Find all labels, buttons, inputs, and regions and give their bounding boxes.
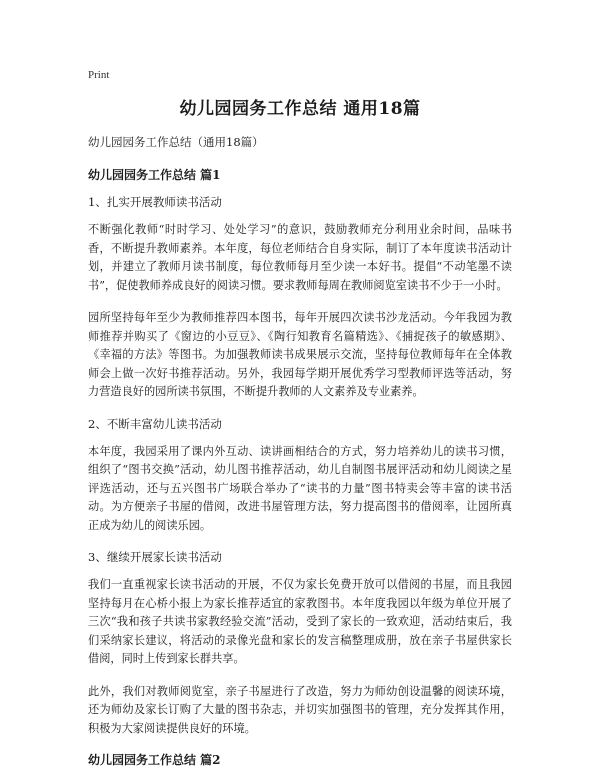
section-heading: 幼儿园园务工作总结 篇1 (88, 168, 221, 182)
item-3 (88, 549, 512, 738)
print-link[interactable]: Print (88, 69, 110, 81)
item-heading: 2、不断丰富幼儿读书活动 (88, 416, 222, 431)
paragraph: 不断强化教师“时时学习、处处学习”的意识，鼓励教师充分利用业余时间，品味书香，不断提升教师素养。本年度，每位老师结合自身实际，制订了本年度读书活动计划，并建立了教师月读书制度，每位教师每月至少读一本好书。提倡“不动笔墨不读书”，促使教师养成良好的阅读习惯。要求教师每周在教师阅览室读书不少于一小时。 (88, 223, 512, 292)
section-heading: 幼儿园园务工作总结 篇2 (88, 753, 221, 767)
item-heading: 3、继续开展家长读书活动 (88, 550, 222, 564)
paragraph: 我们一直重视家长读书活动的开展，不仅为家长免费开放可以借阅的书屋，而且我园坚持每月在心桥小报上为家长推荐适宜的家教图书。本年度我园以年级为单位开展了三次“我和孩子共读书家教经验交流”活动，受到了家长的一致欢迎，活动结束后，我们采纳家长建议，将活动的录像光盘和家长的发言稿整理成册，放在亲子书屋供家长借阅，同时上传到家长群共享。 (88, 578, 512, 665)
item-2 (88, 416, 512, 536)
item-1 (88, 194, 512, 402)
section-2 (88, 752, 512, 768)
paragraph: 此外，我们对教师阅览室，亲子书屋进行了改造，努力为师幼创设温馨的阅读环境，还为师幼及家长订购了大量的图书杂志，并切实加强图书的管理，充分发挥其作用，积极为大家阅读提供良好的环境。 (88, 684, 512, 735)
paragraph: 本年度，我园采用了课内外互动、读讲画相结合的方式，努力培养幼儿的读书习惯，组织了“图书交换”活动，幼儿图书推荐活动，幼儿自制图书展评活动和幼儿阅读之星评选活动，还与五兴图书广场联合举办了“读书的力量”图书特卖会等丰富的读书活动。为方便亲子书屋的借阅，改进书屋管理方法，努力提高图书的借阅率，让园所真正成为幼儿的阅读乐园。 (88, 444, 512, 532)
document-subtitle: 幼儿园园务工作总结（通用18篇） (88, 135, 264, 149)
document-title: 幼儿园园务工作总结 通用18篇 (179, 99, 421, 119)
item-heading: 1、扎实开展教师读书活动 (88, 195, 222, 209)
paragraph: 园所坚持每年至少为教师推荐四本图书，每年开展四次读书沙龙活动。今年我园为教师推荐并购买了《窗边的小豆豆》、《陶行知教育名篇精选》、《捕捉孩子的敏感期》、《幸福的方法》等图书。为加强教师读书成果展示交流，坚持每位教师每年在全体教师会上做一次好书推荐活动。另外，我园每学期开展优秀学习型教师评选等活动，努力营造良好的园所读书氛围，不断提升教师的人文素养及专业素养。 (88, 311, 512, 398)
section-1 (88, 167, 512, 738)
